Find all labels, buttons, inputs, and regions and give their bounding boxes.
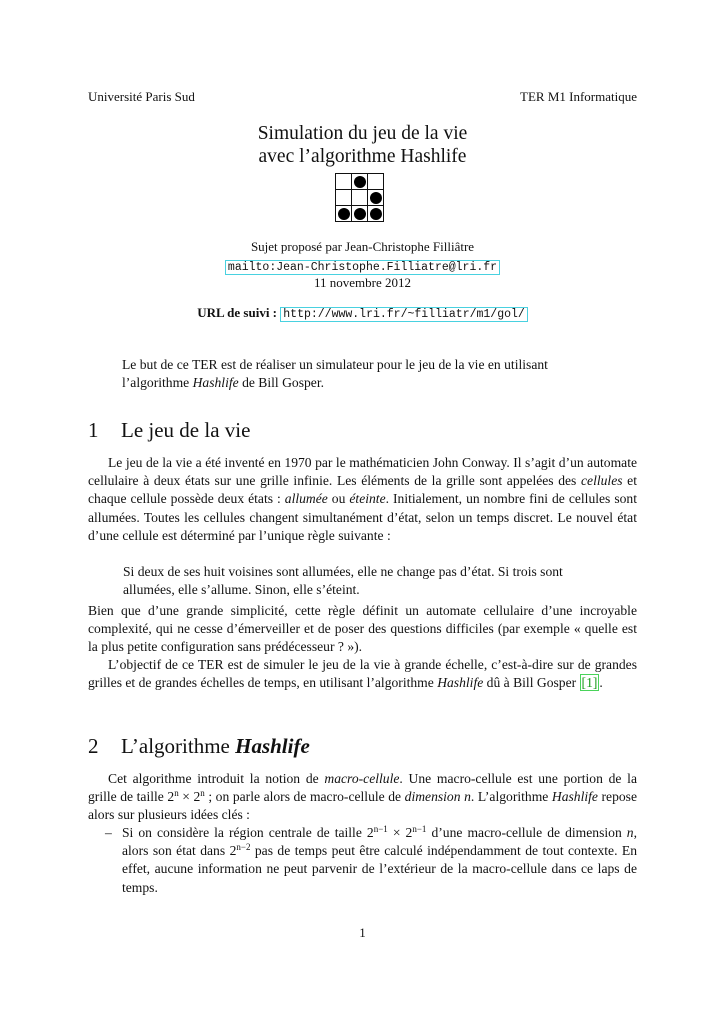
citation-link[interactable]: [1] [581,675,598,691]
glider-cell [368,190,384,206]
glider-cell [336,190,352,206]
glider-cell [352,174,368,190]
title-line-2: avec l’algorithme Hashlife [258,146,467,167]
live-cell-dot [370,192,382,204]
section-2-paragraph-1: Cet algorithme introduit la notion de macro-cellule. Une macro-cellule est une portion de la grille de taille $2^n \times 2^n$ ; on parle alors de macro-cellule de dimension n. L’algorithme Hashlife repose alors sur plusieurs idées clés : [88,771,638,823]
title-line-1: Simulation du jeu de la vie [257,123,468,144]
url-link[interactable]: http://www.lri.fr/~filliatr/m1/gol/ [280,307,528,322]
glider-cell [368,206,384,222]
glider-cell [336,174,352,190]
rule-quote: Si deux de ses huit voisines sont allumées, elle ne change pas d’état. Si trois sont allumées, elle s’allume. Sinon, elle s’éteint. [123,564,563,598]
proposed-by: Sujet proposé par Jean-Christophe Filliâtre [250,239,475,254]
list-item: – Si on considère la région centrale de taille $2^{n-1} \times 2^{n-1}$ d’une macro-cellule de dimension n, alors son état dans $2^{n-2}$ pas de temps peut être calculé indépendamment de tout contexte. En effet, aucune information ne peut parvenir de l’extérieur de la macro-cellule dans ce laps de temps. [105,824,637,895]
section-1-paragraph-1: Le jeu de la vie a été inventé en 1970 par le mathématicien John Conway. Il s’agit d’un automate cellulaire à deux états sur une grille infinie. Les éléments de la grille sont appelées des cellules et chaque cellule possède deux états : allumée ou éteinte. Initialement, un nombre fini de cellules sont allumées. Toutes les cellules changent simultanément d’état, selon un temps discret. Le nouvel état d’une cellule est déterminé par l’unique règle suivante : [88,455,637,543]
glider-cell [352,190,368,206]
glider-cell [368,174,384,190]
section-1-heading: 1 Le jeu de la vie [88,418,251,442]
section-2-heading: 2 L’algorithme Hashlife [88,734,310,758]
email-link[interactable]: mailto:Jean-Christophe.Filliatre@lri.fr [225,260,500,275]
glider-cell [352,206,368,222]
url-label: URL de suivi : [197,305,278,320]
glider-cell [336,206,352,222]
live-cell-dot [370,208,382,220]
abstract: Le but de ce TER est de réaliser un simulateur pour le jeu de la vie en utilisant l’algorithme Hashlife de Bill Gosper. [122,357,548,391]
live-cell-dot [338,208,350,220]
section-1-paragraph-2: Bien que d’une grande simplicité, cette règle définit un automate cellulaire d’une incroyable complexité, qui ne cesse d’émerveiller et de poser des questions difficiles (par exemple « quelle est la plus petite configuration sans prédécesseur ? »). [88,603,637,655]
header-left: Université Paris Sud [88,89,195,104]
date: 11 novembre 2012 [314,275,411,290]
header-right: TER M1 Informatique [520,89,637,104]
section-1-paragraph-3: L’objectif de ce TER est de simuler le jeu de la vie à grande échelle, c’est-à-dire sur de grandes grilles et de grandes échelles de temps, en utilisant l’algorithme Hashlife dû à Bill Gosper [1] . [88,657,637,691]
glider-grid [335,173,384,222]
live-cell-dot [354,176,366,188]
page-number: 1 [359,925,366,940]
live-cell-dot [354,208,366,220]
